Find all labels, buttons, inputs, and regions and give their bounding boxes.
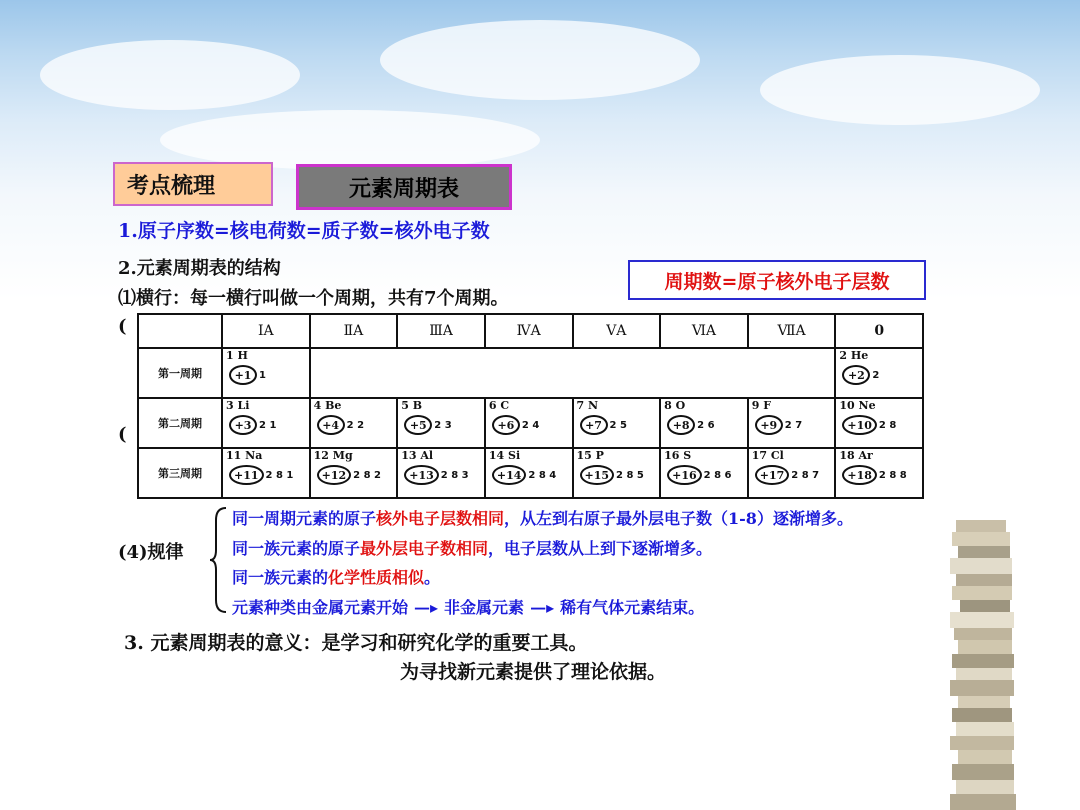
electron-shells: 2 2 — [346, 419, 365, 431]
period-row — [138, 348, 923, 398]
atom-diagram — [223, 365, 309, 385]
rule-2-part-c: ，电子层数从上到下逐渐增多。 — [488, 539, 713, 558]
element-cell — [835, 448, 923, 498]
nucleus-icon: +7 — [580, 415, 608, 435]
element-name: 18 Ar — [839, 449, 873, 462]
rule-4-part-b: 非金属元素 — [444, 598, 525, 617]
electron-shells: 2 4 — [521, 419, 540, 431]
element-cell — [310, 398, 398, 448]
atom-diagram — [836, 415, 922, 435]
element-cell — [660, 398, 748, 448]
element-cell — [485, 398, 573, 448]
atom-diagram — [661, 465, 747, 485]
atom-diagram — [574, 465, 660, 485]
element-name: 1 H — [226, 349, 248, 362]
electron-shells: 2 8 5 — [616, 469, 644, 481]
nucleus-icon: +15 — [580, 465, 615, 485]
element-name: 3 Li — [226, 399, 250, 412]
nucleus-icon: +1 — [229, 365, 257, 385]
atom-diagram — [223, 415, 309, 435]
nucleus-icon: +5 — [404, 415, 432, 435]
atom-diagram — [661, 415, 747, 435]
brace-icon — [208, 506, 230, 614]
element-name: 14 Si — [488, 449, 521, 462]
atom-diagram — [223, 465, 309, 485]
book-stack-icon — [948, 520, 1022, 810]
rule-4-part-c: 稀有气体元素结束。 — [560, 598, 705, 617]
electron-shells: 2 3 — [434, 419, 452, 431]
element-cell — [835, 348, 923, 398]
atom-diagram — [311, 415, 397, 435]
group-header: ⅠA — [222, 314, 310, 348]
atom-diagram — [836, 365, 922, 385]
element-name: 4 Be — [313, 399, 342, 412]
element-cell — [485, 448, 573, 498]
period-note-box: 周期数=原子核外电子层数 — [628, 260, 926, 300]
nucleus-icon: +13 — [404, 465, 439, 485]
nucleus-icon: +17 — [755, 465, 790, 485]
electron-shells: 2 8 1 — [265, 469, 294, 481]
electron-shells: 2 1 — [259, 419, 277, 431]
atom-diagram — [486, 465, 572, 485]
nucleus-icon: +3 — [229, 415, 257, 435]
element-cell — [573, 398, 661, 448]
atom-diagram — [749, 415, 835, 435]
element-cell — [748, 448, 836, 498]
paren-mark: ( — [118, 316, 127, 337]
element-cell — [222, 398, 310, 448]
atom-diagram — [836, 465, 922, 485]
group-header: ⅤA — [573, 314, 661, 348]
element-name: 8 O — [664, 399, 686, 412]
atom-diagram — [486, 415, 572, 435]
rule-3-part-a: 同一族元素的 — [232, 568, 329, 587]
rule-1-part-a: 同一周期元素的原子 — [232, 509, 377, 528]
topic-tag: 考点梳理 — [113, 162, 273, 206]
rule-2-highlight: 最外层电子数相同 — [360, 539, 489, 558]
element-name: 2 He — [839, 349, 869, 362]
element-name: 11 Na — [226, 449, 263, 462]
paren-mark: ( — [118, 424, 127, 445]
corner-cell — [138, 314, 222, 348]
element-cell — [222, 448, 310, 498]
element-name: 9 F — [751, 399, 772, 412]
electron-shells: 1 — [259, 369, 266, 381]
meaning-line-1: 3. 元素周期表的意义：是学习和研究化学的重要工具。 — [124, 632, 588, 654]
atom-diagram — [311, 465, 397, 485]
element-cell — [310, 448, 398, 498]
table-header-row — [138, 314, 923, 348]
group-header: ⅣA — [485, 314, 573, 348]
nucleus-icon: +8 — [667, 415, 695, 435]
nucleus-icon: +6 — [492, 415, 520, 435]
element-name: 16 S — [664, 449, 692, 462]
element-name: 6 C — [488, 399, 510, 412]
rules-label: (4)规律 — [118, 542, 184, 563]
period-row — [138, 448, 923, 498]
electron-shells: 2 8 — [878, 419, 897, 431]
line-structure-heading: 2.元素周期表的结构 — [118, 258, 281, 279]
group-header: 0 — [835, 314, 923, 348]
empty-span-cell — [310, 348, 836, 398]
element-name: 5 B — [401, 399, 423, 412]
electron-shells: 2 8 6 — [703, 469, 732, 481]
rule-3 — [232, 565, 440, 588]
atom-diagram — [398, 465, 484, 485]
element-name: 13 Al — [401, 449, 434, 462]
electron-shells: 2 6 — [697, 419, 715, 431]
electron-shells: 2 8 4 — [528, 469, 557, 481]
electron-shells: 2 7 — [784, 419, 803, 431]
rule-1-highlight: 核外电子层数相同 — [376, 509, 505, 528]
element-name: 17 Cl — [751, 449, 784, 462]
nucleus-icon: +18 — [842, 465, 877, 485]
electron-shells: 2 8 2 — [353, 469, 381, 481]
element-cell — [835, 398, 923, 448]
title-tag: 元素周期表 — [296, 164, 512, 210]
element-cell — [397, 448, 485, 498]
group-header: ⅢA — [397, 314, 485, 348]
nucleus-icon: +9 — [755, 415, 783, 435]
arrow-icon: —▸ — [414, 598, 439, 617]
rule-1 — [232, 506, 853, 529]
electron-shells: 2 5 — [609, 419, 627, 431]
rule-2 — [232, 536, 712, 559]
nucleus-icon: +14 — [492, 465, 527, 485]
nucleus-icon: +4 — [317, 415, 345, 435]
meaning-line-2: 为寻找新元素提供了理论依据。 — [400, 661, 667, 683]
atom-diagram — [574, 415, 660, 435]
line-atomic-number: 1.原子序数=核电荷数=质子数=核外电子数 — [118, 220, 490, 242]
rule-4-part-a: 元素种类由金属元素开始 — [232, 598, 409, 617]
element-cell — [660, 448, 748, 498]
element-cell — [222, 348, 310, 398]
atom-diagram — [398, 415, 484, 435]
element-name: 10 Ne — [839, 399, 876, 412]
periodic-table — [137, 313, 924, 499]
electron-shells: 2 8 8 — [878, 469, 907, 481]
nucleus-icon: +2 — [842, 365, 870, 385]
period-label: 第二周期 — [138, 398, 222, 448]
atom-diagram — [749, 465, 835, 485]
element-name: 12 Mg — [313, 449, 353, 462]
period-label: 第一周期 — [138, 348, 222, 398]
line-periods: ⑴横行：每一横行叫做一个周期，共有7个周期。 — [118, 288, 509, 309]
element-name: 15 P — [576, 449, 604, 462]
element-cell — [748, 398, 836, 448]
element-cell — [397, 398, 485, 448]
element-cell — [573, 448, 661, 498]
electron-shells: 2 8 7 — [791, 469, 820, 481]
nucleus-icon: +12 — [317, 465, 352, 485]
group-header: ⅥA — [660, 314, 748, 348]
element-name: 7 N — [576, 399, 599, 412]
rule-2-part-a: 同一族元素的原子 — [232, 539, 361, 558]
nucleus-icon: +11 — [229, 465, 264, 485]
group-header: ⅦA — [748, 314, 836, 348]
electron-shells: 2 — [872, 369, 880, 381]
electron-shells: 2 8 3 — [440, 469, 469, 481]
nucleus-icon: +16 — [667, 465, 702, 485]
arrow-icon: —▸ — [530, 598, 555, 617]
rule-3-part-c: 。 — [424, 568, 441, 587]
period-label: 第三周期 — [138, 448, 222, 498]
group-header: ⅡA — [310, 314, 398, 348]
nucleus-icon: +10 — [842, 415, 877, 435]
rule-1-part-c: ，从左到右原子最外层电子数（1-8）逐渐增多。 — [504, 509, 853, 528]
period-row — [138, 398, 923, 448]
rule-3-highlight: 化学性质相似 — [328, 568, 425, 587]
rule-4 — [232, 595, 704, 618]
